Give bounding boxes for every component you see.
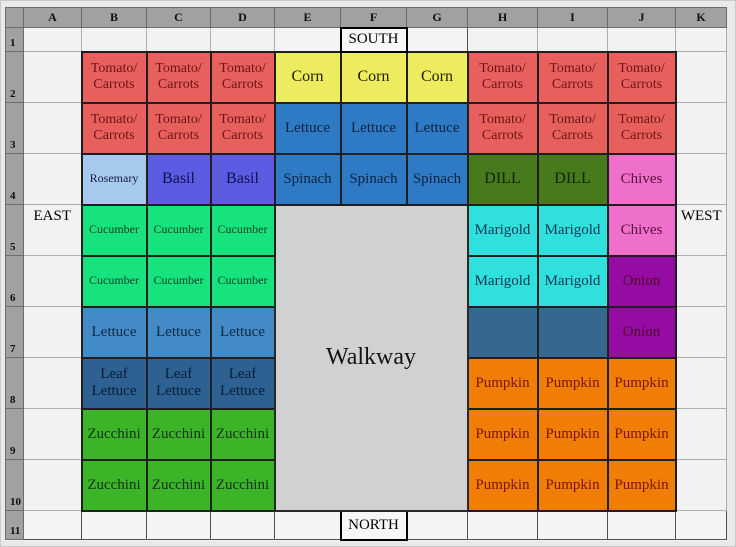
cell-A10[interactable] [24, 460, 82, 511]
plot-C9-zucchini[interactable]: Zucchini [147, 409, 211, 460]
plot-C4-basil[interactable]: Basil [147, 154, 211, 205]
corner-header[interactable] [6, 8, 24, 28]
cell-I11[interactable] [538, 511, 608, 540]
cell-K8[interactable] [676, 358, 727, 409]
plot-E3-lettuce_upper[interactable]: Lettuce [275, 103, 341, 154]
col-header-H[interactable]: H [468, 8, 538, 28]
row-header-10[interactable]: 10 [6, 460, 24, 511]
east-label[interactable]: EAST [24, 205, 82, 256]
col-header-I[interactable]: I [538, 8, 608, 28]
cell-D11[interactable] [211, 511, 275, 540]
plot-I3-tomato[interactable]: Tomato/ Carrots [538, 103, 608, 154]
cell-E11[interactable] [275, 511, 341, 540]
col-header-E[interactable]: E [275, 8, 341, 28]
cell-I1[interactable] [538, 28, 608, 52]
plot-H6-marigold[interactable]: Marigold [468, 256, 538, 307]
col-header-D[interactable]: D [211, 8, 275, 28]
col-header-F[interactable]: F [341, 8, 407, 28]
plot-I9-pumpkin[interactable]: Pumpkin [538, 409, 608, 460]
plot-J8-pumpkin[interactable]: Pumpkin [608, 358, 676, 409]
plot-C2-tomato[interactable]: Tomato/ Carrots [147, 52, 211, 103]
plot-C10-zucchini[interactable]: Zucchini [147, 460, 211, 511]
plot-B4-rosemary[interactable]: Rosemary [82, 154, 147, 205]
plot-B5-cucumber[interactable]: Cucumber [82, 205, 147, 256]
row-header-1[interactable]: 1 [6, 28, 24, 52]
col-header-B[interactable]: B [82, 8, 147, 28]
plot-H10-pumpkin[interactable]: Pumpkin [468, 460, 538, 511]
plot-B3-tomato[interactable]: Tomato/ Carrots [82, 103, 147, 154]
row-header-2[interactable]: 2 [6, 52, 24, 103]
plot-J6-onion[interactable]: Onion [608, 256, 676, 307]
cell-J11[interactable] [608, 511, 676, 540]
plot-H3-tomato[interactable]: Tomato/ Carrots [468, 103, 538, 154]
plot-J7-onion[interactable]: Onion [608, 307, 676, 358]
cell-A9[interactable] [24, 409, 82, 460]
cell-A4[interactable] [24, 154, 82, 205]
col-header-G[interactable]: G [407, 8, 468, 28]
plot-G4-spinach[interactable]: Spinach [407, 154, 468, 205]
plot-B10-zucchini[interactable]: Zucchini [82, 460, 147, 511]
plot-B6-cucumber[interactable]: Cucumber [82, 256, 147, 307]
col-header-A[interactable]: A [24, 8, 82, 28]
plot-I6-marigold[interactable]: Marigold [538, 256, 608, 307]
cell-C1[interactable] [147, 28, 211, 52]
col-header-J[interactable]: J [608, 8, 676, 28]
plot-J5-chives[interactable]: Chives [608, 205, 676, 256]
plot-J9-pumpkin[interactable]: Pumpkin [608, 409, 676, 460]
cell-K4[interactable] [676, 154, 727, 205]
row-header-3[interactable]: 3 [6, 103, 24, 154]
cell-K3[interactable] [676, 103, 727, 154]
plot-I4-dill[interactable]: DILL [538, 154, 608, 205]
plot-C6-cucumber[interactable]: Cucumber [147, 256, 211, 307]
cell-D1[interactable] [211, 28, 275, 52]
cell-A3[interactable] [24, 103, 82, 154]
plot-D3-tomato[interactable]: Tomato/ Carrots [211, 103, 275, 154]
plot-D7-lettuce_lower[interactable]: Lettuce [211, 307, 275, 358]
row-header-8[interactable]: 8 [6, 358, 24, 409]
cell-H11[interactable] [468, 511, 538, 540]
cell-K2[interactable] [676, 52, 727, 103]
cell-H1[interactable] [468, 28, 538, 52]
plot-J3-tomato[interactable]: Tomato/ Carrots [608, 103, 676, 154]
walkway-area[interactable]: Walkway [275, 205, 468, 511]
plot-I5-marigold[interactable]: Marigold [538, 205, 608, 256]
plot-D5-cucumber[interactable]: Cucumber [211, 205, 275, 256]
plot-G3-lettuce_upper[interactable]: Lettuce [407, 103, 468, 154]
row-header-7[interactable]: 7 [6, 307, 24, 358]
row-header-6[interactable]: 6 [6, 256, 24, 307]
cell-K11[interactable] [676, 511, 727, 540]
row-header-11[interactable]: 11 [6, 511, 24, 540]
plot-J2-tomato[interactable]: Tomato/ Carrots [608, 52, 676, 103]
plot-F4-spinach[interactable]: Spinach [341, 154, 407, 205]
cell-A11[interactable] [24, 511, 82, 540]
plot-H5-marigold[interactable]: Marigold [468, 205, 538, 256]
plot-F3-lettuce_upper[interactable]: Lettuce [341, 103, 407, 154]
plot-F2-corn[interactable]: Corn [341, 52, 407, 103]
plot-E2-corn[interactable]: Corn [275, 52, 341, 103]
plot-B8-leaf_lettuce[interactable]: Leaf Lettuce [82, 358, 147, 409]
plot-J10-pumpkin[interactable]: Pumpkin [608, 460, 676, 511]
row-header-4[interactable]: 4 [6, 154, 24, 205]
cell-B11[interactable] [82, 511, 147, 540]
cell-K6[interactable] [676, 256, 727, 307]
cell-A2[interactable] [24, 52, 82, 103]
plot-C7-lettuce_lower[interactable]: Lettuce [147, 307, 211, 358]
plot-D4-basil[interactable]: Basil [211, 154, 275, 205]
cell-G11[interactable] [407, 511, 468, 540]
plot-J4-chives[interactable]: Chives [608, 154, 676, 205]
west-label[interactable]: WEST [676, 205, 727, 256]
plot-I2-tomato[interactable]: Tomato/ Carrots [538, 52, 608, 103]
plot-G2-corn[interactable]: Corn [407, 52, 468, 103]
cell-K1[interactable] [676, 28, 727, 52]
plot-H4-dill[interactable]: DILL [468, 154, 538, 205]
plot-H2-tomato[interactable]: Tomato/ Carrots [468, 52, 538, 103]
garden-grid [5, 7, 727, 541]
plot-C5-cucumber[interactable]: Cucumber [147, 205, 211, 256]
plot-D2-tomato[interactable]: Tomato/ Carrots [211, 52, 275, 103]
cell-A8[interactable] [24, 358, 82, 409]
south-label[interactable]: SOUTH [341, 28, 407, 52]
plot-H7-blank_blue[interactable] [468, 307, 538, 358]
row-header-5[interactable]: 5 [6, 205, 24, 256]
plot-D10-zucchini[interactable]: Zucchini [211, 460, 275, 511]
cell-K10[interactable] [676, 460, 727, 511]
col-header-C[interactable]: C [147, 8, 211, 28]
col-header-K[interactable]: K [676, 8, 727, 28]
plot-B7-lettuce_lower[interactable]: Lettuce [82, 307, 147, 358]
cell-K9[interactable] [676, 409, 727, 460]
cell-A7[interactable] [24, 307, 82, 358]
cell-J1[interactable] [608, 28, 676, 52]
cell-A6[interactable] [24, 256, 82, 307]
row-header-9[interactable]: 9 [6, 409, 24, 460]
cell-E1[interactable] [275, 28, 341, 52]
plot-C8-leaf_lettuce[interactable]: Leaf Lettuce [147, 358, 211, 409]
plot-D9-zucchini[interactable]: Zucchini [211, 409, 275, 460]
plot-I10-pumpkin[interactable]: Pumpkin [538, 460, 608, 511]
cell-A1[interactable] [24, 28, 82, 52]
plot-H8-pumpkin[interactable]: Pumpkin [468, 358, 538, 409]
cell-C11[interactable] [147, 511, 211, 540]
plot-I7-blank_blue[interactable] [538, 307, 608, 358]
plot-H9-pumpkin[interactable]: Pumpkin [468, 409, 538, 460]
plot-D8-leaf_lettuce[interactable]: Leaf Lettuce [211, 358, 275, 409]
cell-K7[interactable] [676, 307, 727, 358]
plot-B2-tomato[interactable]: Tomato/ Carrots [82, 52, 147, 103]
cell-G1[interactable] [407, 28, 468, 52]
cell-B1[interactable] [82, 28, 147, 52]
north-label[interactable]: NORTH [341, 511, 407, 540]
plot-D6-cucumber[interactable]: Cucumber [211, 256, 275, 307]
plot-E4-spinach[interactable]: Spinach [275, 154, 341, 205]
plot-C3-tomato[interactable]: Tomato/ Carrots [147, 103, 211, 154]
plot-B9-zucchini[interactable]: Zucchini [82, 409, 147, 460]
plot-I8-pumpkin[interactable]: Pumpkin [538, 358, 608, 409]
